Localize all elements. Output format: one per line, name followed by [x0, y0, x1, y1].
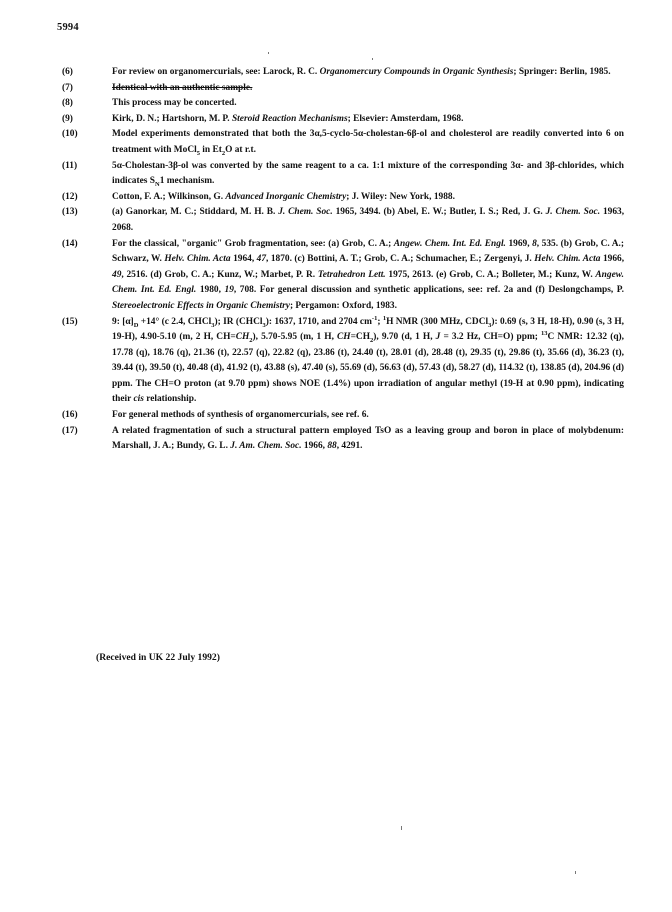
- reference-15: [62, 315, 624, 409]
- reference-number: (6): [62, 67, 73, 77]
- reference-6: [62, 65, 624, 81]
- reference-number: (10): [62, 129, 78, 140]
- reference-9: [62, 112, 624, 128]
- reference-text: Kirk, D. N.; Hartshorn, M. P. Steroid Reaction Mechanisms; Elsevier: Amsterdam, 1968.: [112, 113, 464, 124]
- reference-14: [62, 237, 624, 315]
- scan-speck: [575, 871, 576, 874]
- reference-text: Model experiments demonstrated that both the 3α,5-cyclo-5α-cholestan-6β-ol and cholesterol are readily converted into 6 on treatment with MoCl$_5$ in $Et_2O$ at r.t.: [112, 129, 625, 157]
- reference-number: (7): [62, 82, 73, 93]
- reference-text: Cotton, F. A.; Wilkinson, G. Advanced Inorganic Chemistry; J. Wiley: New York, 1988.: [112, 191, 455, 202]
- reference-number: (16): [62, 410, 78, 421]
- reference-text: Identical with an authentic sample.: [112, 82, 253, 93]
- reference-text: (a) Ganorkar, M. C.; Stiddard, M. H. B. J. Chem. Soc. 1965, 3494. (b) Abel, E. W.; Butler, I. S.; Red, J. G. J. Chem. Soc. 1963, 2068.: [112, 207, 625, 233]
- reference-number: (11): [62, 160, 78, 171]
- reference-10: [62, 127, 624, 158]
- scan-speck: [268, 52, 269, 54]
- reference-text: For review on organomercurials, see: Larock, R. C. Organomercury Compounds in Organic Synthesis; Springer: Berlin, 1985.: [112, 67, 611, 77]
- reference-13: [62, 205, 624, 236]
- reference-7: [62, 81, 624, 97]
- reference-text: For the classical, "organic" Grob fragmentation, see: (a) Grob, C. A.; Angew. Chem. Int. Ed. Engl. 1969, 8, 535. (b) Grob, C. A.; Schwarz, W. Helv. Chim. Acta 1964, 47, 1870. (c) Bottini, A. T.; Grob, C. A.; Schumacher, E.; Zergenyi, J. Helv. Chim. Acta 1966, 49, 2516. (d) Grob, C. A.; Kunz, W.; Marbet, P. R. Tetrahedron Lett. 1975, 2613. (e) Grob, C. A.; Bolleter, M.; Kunz, W. Angew. Chem. Int. Ed. Engl. 1980, 19, 708. For general discussion and synthetic applications, see: ref. 2a and (f) Deslongchamps, P. Stereoelectronic Effects in Organic Chemistry; Pergamon: Oxford, 1983.: [112, 238, 625, 311]
- scan-speck: [372, 58, 373, 60]
- reference-11: [62, 159, 624, 190]
- reference-number: (13): [62, 207, 78, 218]
- reference-text: This process may be concerted.: [112, 98, 237, 109]
- reference-text: 5α-Cholestan-3β-ol was converted by the same reagent to a ca. 1:1 mixture of the corresponding 3α- and 3β-chlorides, which indicates $S_N1$ mechanism.: [112, 160, 624, 189]
- reference-number: (8): [62, 98, 73, 109]
- reference-number: (17): [62, 425, 78, 436]
- received-date: (Received in UK 22 July 1992): [96, 652, 220, 663]
- reference-number: (15): [62, 316, 78, 327]
- reference-text: 9: $[\alpha]_D +14^\circ$ (c 2.4, CHCl$_3$); IR (CHCl$_3$): 1637, 1710, and 2704 $cm^{-1}$; $^1$H NMR (300 MHz, CDCl$_3$): 0.69 (s, 3 H, 18-H), 0.90 (s, 3 H, 19-H), 4.90-5.10 (m, 2 H, $CH=CH_2$), 5.70-5.95 (m, 1 H, $CH=CH_2$), 9.70 (d, 1 H, J = 3.2 Hz, CH=O) ppm; $^{13}$C NMR: 12.32 (q), 17.78 (q), 18.76 (q), 21.36 (t), 22.57 (q), 22.82 (q), 23.86 (t), 24.40 (t), 28.01 (d), 28.48 (t), 29.35 (t), 29.86 (t), 35.66 (d), 36.23 (t), 39.44 (t), 39.50 (t), 40.48 (d), 41.92 (t), 43.88 (s), 47.40 (s), 55.69 (d), 56.63 (d), 57.43 (d), 58.27 (d), 114.32 (t), 138.85 (d), 204.96 (d) ppm. The CH=O proton (at 9.70 ppm) shows NOE (1.4%) upon irradiation of angular methyl (19-H at 0.90 ppm), indicating their cis relationship.: [112, 314, 625, 405]
- reference-list: [62, 65, 624, 455]
- page-number: 5994: [57, 22, 79, 33]
- reference-8: [62, 96, 624, 112]
- reference-17: [62, 424, 624, 455]
- reference-number: (12): [62, 191, 78, 202]
- reference-number: (9): [62, 113, 73, 124]
- reference-12: [62, 190, 624, 206]
- reference-text: For general methods of synthesis of organomercurials, see ref. 6.: [112, 410, 369, 421]
- reference-text: A related fragmentation of such a structural pattern employed TsO as a leaving group and boron in place of molybdenum: Marshall, J. A.; Bundy, G. L. J. Am. Chem. Soc. 1966, 88, 4291.: [112, 425, 624, 452]
- reference-16: [62, 408, 624, 424]
- scan-speck: [401, 826, 402, 830]
- reference-number: (14): [62, 238, 78, 249]
